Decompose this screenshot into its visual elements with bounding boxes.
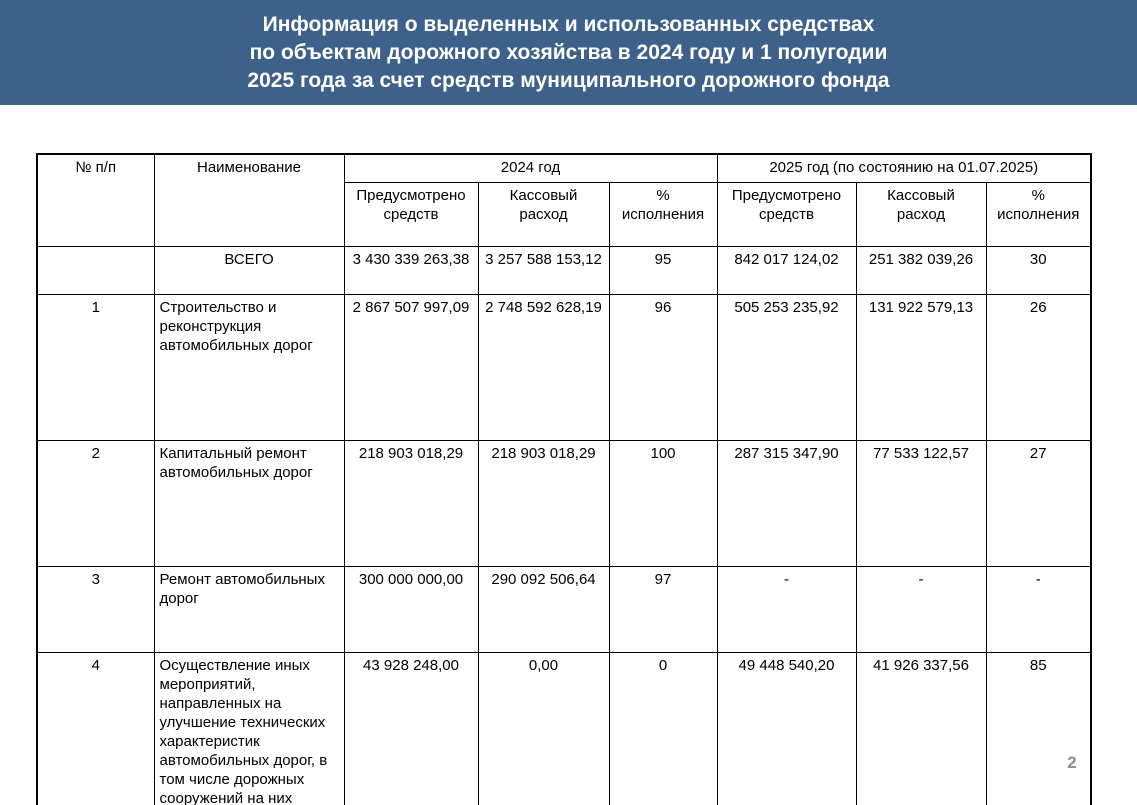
cell-name: Строительство и реконструкция автомобильных дорог <box>154 295 344 441</box>
col-header-2025-cash-expense: Кассовый расход <box>856 183 986 247</box>
table-row <box>37 653 1091 805</box>
col-header-name: Наименование <box>154 154 344 247</box>
cell-num <box>37 247 154 295</box>
cell-value: 95 <box>609 247 717 295</box>
cell-value: 505 253 235,92 <box>717 295 856 441</box>
cell-value: 218 903 018,29 <box>344 441 478 567</box>
cell-value: 77 533 122,57 <box>856 441 986 567</box>
cell-value: 27 <box>986 441 1091 567</box>
cell-name-total: ВСЕГО <box>154 247 344 295</box>
col-header-2024-allocated: Предусмотрено средств <box>344 183 478 247</box>
funding-table <box>36 153 1092 805</box>
cell-num: 3 <box>37 567 154 653</box>
cell-value: 0,00 <box>478 653 609 805</box>
cell-num: 1 <box>37 295 154 441</box>
cell-value: 30 <box>986 247 1091 295</box>
cell-value: 97 <box>609 567 717 653</box>
cell-name: Капитальный ремонт автомобильных дорог <box>154 441 344 567</box>
slide-title-banner <box>0 0 1137 105</box>
cell-value: 251 382 039,26 <box>856 247 986 295</box>
cell-value: 85 <box>986 653 1091 805</box>
cell-value: 218 903 018,29 <box>478 441 609 567</box>
cell-value: 100 <box>609 441 717 567</box>
col-header-num: № п/п <box>37 154 154 247</box>
col-header-2024-pct-executed: % исполнения <box>609 183 717 247</box>
header-row-groups <box>37 154 1091 183</box>
cell-value: 3 257 588 153,12 <box>478 247 609 295</box>
cell-value: 2 748 592 628,19 <box>478 295 609 441</box>
cell-value: 290 092 506,64 <box>478 567 609 653</box>
cell-value: 43 928 248,00 <box>344 653 478 805</box>
cell-value: 2 867 507 997,09 <box>344 295 478 441</box>
cell-value: 49 448 540,20 <box>717 653 856 805</box>
cell-value: 96 <box>609 295 717 441</box>
table-row <box>37 567 1091 653</box>
slide-title-line-3: 2025 года за счет средств муниципального дорожного фонда <box>247 68 890 92</box>
slide-title-line-2: по объектам дорожного хозяйства в 2024 году и 1 полугодии <box>249 40 888 64</box>
cell-num: 4 <box>37 653 154 805</box>
cell-value: - <box>717 567 856 653</box>
cell-value: 287 315 347,90 <box>717 441 856 567</box>
cell-name: Осуществление иных мероприятий, направленных на улучшение технических характеристик автомобильных дорог, в том числе дорожных сооружений на них <box>154 653 344 805</box>
cell-value: - <box>986 567 1091 653</box>
funding-table-container <box>36 153 1090 805</box>
table-row-total <box>37 247 1091 295</box>
cell-value: 131 922 579,13 <box>856 295 986 441</box>
cell-value: - <box>856 567 986 653</box>
col-header-group-2025: 2025 год (по состоянию на 01.07.2025) <box>717 154 1091 183</box>
cell-value: 41 926 337,56 <box>856 653 986 805</box>
col-header-group-2024: 2024 год <box>344 154 717 183</box>
table-row <box>37 295 1091 441</box>
cell-value: 0 <box>609 653 717 805</box>
col-header-2025-pct-executed: % исполнения <box>986 183 1091 247</box>
cell-value: 26 <box>986 295 1091 441</box>
col-header-2025-allocated: Предусмотрено средств <box>717 183 856 247</box>
cell-value: 842 017 124,02 <box>717 247 856 295</box>
cell-name: Ремонт автомобильных дорог <box>154 567 344 653</box>
cell-value: 300 000 000,00 <box>344 567 478 653</box>
slide-title-line-1: Информация о выделенных и использованных средствах <box>262 12 875 36</box>
page-number: 2 <box>1067 753 1077 772</box>
table-row <box>37 441 1091 567</box>
cell-num: 2 <box>37 441 154 567</box>
col-header-2024-cash-expense: Кассовый расход <box>478 183 609 247</box>
cell-value: 3 430 339 263,38 <box>344 247 478 295</box>
